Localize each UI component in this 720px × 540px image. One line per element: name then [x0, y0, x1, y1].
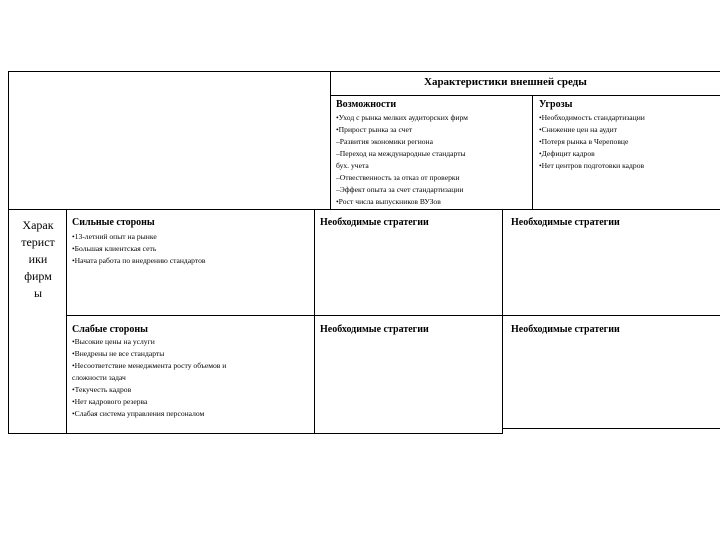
- grid-col-mid: [330, 71, 331, 95]
- grid-top-left: [8, 71, 330, 72]
- list-item: –Развития экономики региона: [336, 137, 433, 146]
- opportunities-title: Возможности: [336, 99, 397, 110]
- grid-top-right: [330, 71, 720, 72]
- opportunities-list: [336, 112, 468, 208]
- threats-list: [539, 112, 645, 172]
- strategy-so: Необходимые стратегии: [320, 217, 429, 228]
- list-item: •Несоответствие менеджмента росту объемов и: [72, 361, 227, 370]
- list-item: •Внедрены не все стандарты: [72, 349, 165, 358]
- strategy-wo: Необходимые стратегии: [320, 324, 429, 335]
- list-item: •Текучесть кадров: [72, 385, 132, 394]
- list-item: •Дефицит кадров: [539, 149, 595, 158]
- weaknesses-list: [72, 336, 226, 420]
- threats-title: Угрозы: [539, 99, 573, 110]
- grid-col-mid-low: [314, 209, 315, 434]
- list-item: •Нет кадрового резерва: [72, 397, 148, 406]
- grid-bottom: [8, 433, 502, 434]
- list-item: •Начата работа по внедрению стандартов: [72, 256, 206, 265]
- list-item: •Уход с рынка мелких аудиторских фирм: [336, 113, 468, 122]
- weaknesses-title: Слабые стороны: [72, 324, 148, 335]
- firm-characteristics-label: Харак терист ики фирм ы: [21, 218, 55, 300]
- strengths-title: Сильные стороны: [72, 217, 155, 228]
- list-item: •Потеря рынка в Череповце: [539, 137, 629, 146]
- grid-col-label: [66, 209, 67, 434]
- strategy-st: Необходимые стратегии: [511, 217, 620, 228]
- grid-col-mid-up: [330, 95, 331, 209]
- list-item: •13-летний опыт на рынке: [72, 232, 157, 241]
- grid-col-right-low: [502, 209, 503, 434]
- grid-col-right: [532, 95, 533, 209]
- strategy-wt: Необходимые стратегии: [511, 324, 620, 335]
- grid-row1-top: [8, 209, 720, 210]
- list-item: –Эффект опыта за счет стандартизации: [336, 185, 464, 194]
- list-item: сложности задач: [72, 373, 126, 382]
- external-environment-title: Характеристики внешней среды: [424, 76, 587, 88]
- list-item: •Необходимость стандартизации: [539, 113, 645, 122]
- list-item: •Нет центров подготовки кадров: [539, 161, 645, 170]
- list-item: •Рост числа выпускников ВУЗов: [336, 197, 441, 206]
- list-item: бух. учета: [336, 161, 369, 170]
- list-item: •Большая клиентская сеть: [72, 244, 157, 253]
- grid-left: [8, 71, 9, 434]
- grid-bottom-right: [502, 428, 720, 429]
- list-item: –Переход на международные стандарты: [336, 149, 466, 158]
- list-item: •Слабая система управления персоналом: [72, 409, 205, 418]
- grid-header-bottom: [330, 95, 720, 96]
- grid-row2-top: [66, 315, 720, 316]
- list-item: •Снижение цен на аудит: [539, 125, 618, 134]
- list-item: –Отвественность за отказ от проверки: [336, 173, 460, 182]
- list-item: •Прирост рынка за счет: [336, 125, 413, 134]
- list-item: •Высокие цены на услуги: [72, 337, 155, 346]
- strengths-list: [72, 231, 205, 267]
